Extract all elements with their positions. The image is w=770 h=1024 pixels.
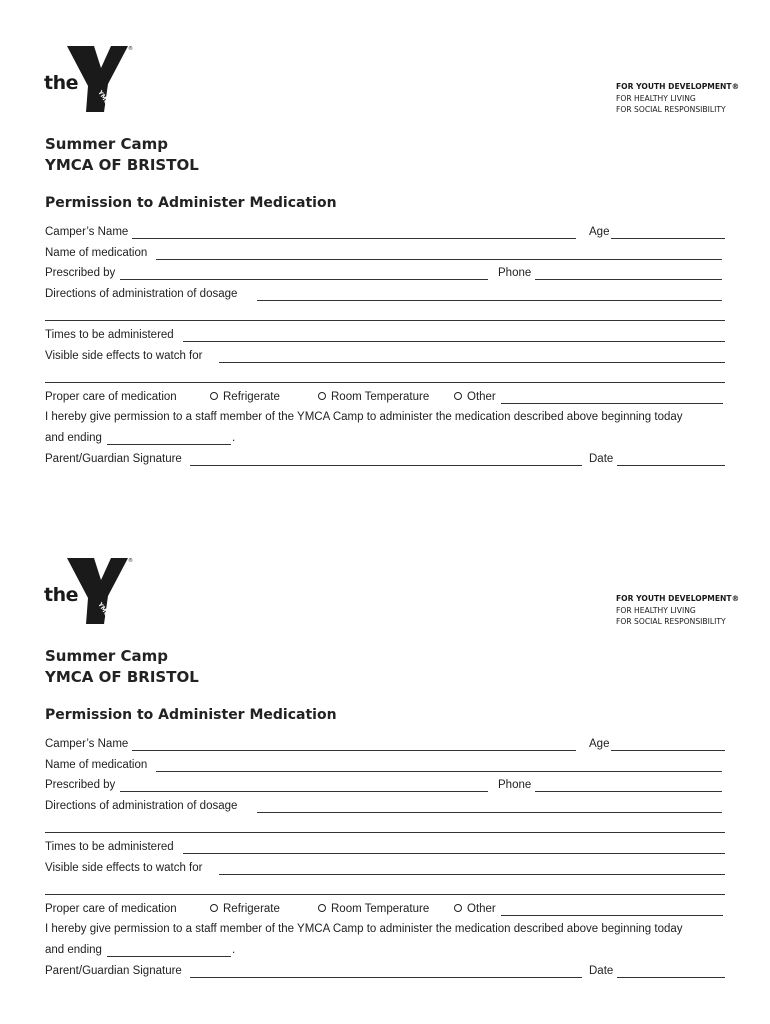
signature-field[interactable] <box>190 977 582 978</box>
date-label: Date <box>589 453 614 465</box>
row-medication-name <box>45 245 725 263</box>
side-effects-field[interactable] <box>219 874 725 875</box>
proper-care-label: Proper care of medication <box>45 903 177 915</box>
logo-wordmark: the <box>44 72 78 94</box>
ymca-y-icon <box>64 44 134 112</box>
tagline <box>616 81 739 116</box>
refrigerate-label: Refrigerate <box>223 903 280 915</box>
phone-label: Phone <box>498 779 532 791</box>
age-field[interactable] <box>611 238 725 239</box>
row-and-ending <box>45 942 725 960</box>
logo-vertical-text: YMCA <box>96 89 113 110</box>
form-title: Summer Camp <box>45 647 169 665</box>
row-side-effects-cont <box>45 368 725 386</box>
age-label: Age <box>589 226 610 238</box>
logo-wordmark: the <box>44 584 78 606</box>
other-label: Other <box>467 391 496 403</box>
row-directions <box>45 798 725 816</box>
row-medication-name <box>45 757 725 775</box>
and-ending-label: and ending <box>45 432 102 444</box>
medication-name-field[interactable] <box>156 771 722 772</box>
side-effects-label: Visible side effects to watch for <box>45 862 203 874</box>
row-prescribed-by <box>45 777 725 795</box>
permission-text: I hereby give permission to a staff member of the YMCA Camp to administer the medication described above beginning today <box>45 411 683 423</box>
side-effects-field-line-2[interactable] <box>45 894 725 895</box>
times-label: Times to be administered <box>45 329 174 341</box>
tagline-line-1: FOR YOUTH DEVELOPMENT® <box>616 82 740 91</box>
row-side-effects <box>45 348 725 366</box>
directions-label: Directions of administration of dosage <box>45 800 238 812</box>
room-temperature-radio[interactable] <box>318 392 326 400</box>
and-ending-label: and ending <box>45 944 102 956</box>
side-effects-field-line-2[interactable] <box>45 382 725 383</box>
proper-care-label: Proper care of medication <box>45 391 177 403</box>
tagline-line-3: FOR SOCIAL RESPONSIBILITY <box>616 105 726 114</box>
logo-registered: ® <box>128 558 133 564</box>
refrigerate-radio[interactable] <box>210 392 218 400</box>
form-heading: Permission to Administer Medication <box>45 195 337 211</box>
tagline-line-3: FOR SOCIAL RESPONSIBILITY <box>616 617 726 626</box>
other-field[interactable] <box>501 915 723 916</box>
age-label: Age <box>589 738 610 750</box>
row-side-effects <box>45 860 725 878</box>
row-prescribed-by <box>45 265 725 283</box>
times-field[interactable] <box>183 341 725 342</box>
tagline <box>616 593 739 628</box>
other-label: Other <box>467 903 496 915</box>
times-label: Times to be administered <box>45 841 174 853</box>
directions-field[interactable] <box>257 300 722 301</box>
directions-field[interactable] <box>257 812 722 813</box>
prescribed-by-field[interactable] <box>120 791 488 792</box>
signature-label: Parent/Guardian Signature <box>45 453 182 465</box>
room-temperature-label: Room Temperature <box>331 903 430 915</box>
room-temperature-label: Room Temperature <box>331 391 430 403</box>
date-field[interactable] <box>617 465 725 466</box>
row-campers-name <box>45 224 725 242</box>
medication-form-2 <box>0 512 770 1024</box>
medication-name-label: Name of medication <box>45 247 148 259</box>
date-field[interactable] <box>617 977 725 978</box>
ymca-y-icon <box>64 556 134 624</box>
times-field[interactable] <box>183 853 725 854</box>
period-text: . <box>232 432 236 444</box>
other-field[interactable] <box>501 403 723 404</box>
prescribed-by-label: Prescribed by <box>45 779 116 791</box>
phone-field[interactable] <box>535 791 722 792</box>
refrigerate-radio[interactable] <box>210 904 218 912</box>
logo-registered: ® <box>128 46 133 52</box>
other-radio[interactable] <box>454 904 462 912</box>
date-label: Date <box>589 965 614 977</box>
directions-field-line-2[interactable] <box>45 320 725 321</box>
period-text: . <box>232 944 236 956</box>
org-name: YMCA OF BRISTOL <box>45 156 199 174</box>
org-name: YMCA OF BRISTOL <box>45 668 199 686</box>
signature-label: Parent/Guardian Signature <box>45 965 182 977</box>
campers-name-field[interactable] <box>132 238 576 239</box>
row-directions-cont <box>45 306 725 324</box>
row-signature <box>45 963 725 981</box>
row-signature <box>45 451 725 469</box>
campers-name-label: Camper’s Name <box>45 226 129 238</box>
tagline-line-2: FOR HEALTHY LIVING <box>616 93 696 103</box>
side-effects-field[interactable] <box>219 362 725 363</box>
refrigerate-label: Refrigerate <box>223 391 280 403</box>
medication-name-field[interactable] <box>156 259 722 260</box>
prescribed-by-field[interactable] <box>120 279 488 280</box>
signature-field[interactable] <box>190 465 582 466</box>
end-date-field[interactable] <box>107 956 231 957</box>
ymca-logo <box>44 44 144 114</box>
prescribed-by-label: Prescribed by <box>45 267 116 279</box>
tagline-line-2: FOR HEALTHY LIVING <box>616 605 696 615</box>
other-radio[interactable] <box>454 392 462 400</box>
phone-field[interactable] <box>535 279 722 280</box>
tagline-line-1: FOR YOUTH DEVELOPMENT® <box>616 594 740 603</box>
directions-label: Directions of administration of dosage <box>45 288 238 300</box>
form-heading: Permission to Administer Medication <box>45 707 337 723</box>
campers-name-field[interactable] <box>132 750 576 751</box>
row-directions <box>45 286 725 304</box>
row-times <box>45 839 725 857</box>
row-directions-cont <box>45 818 725 836</box>
row-proper-care <box>45 389 725 407</box>
form-title: Summer Camp <box>45 135 169 153</box>
phone-label: Phone <box>498 267 532 279</box>
campers-name-label: Camper’s Name <box>45 738 129 750</box>
age-field[interactable] <box>611 750 725 751</box>
end-date-field[interactable] <box>107 444 231 445</box>
row-times <box>45 327 725 345</box>
medication-name-label: Name of medication <box>45 759 148 771</box>
room-temperature-radio[interactable] <box>318 904 326 912</box>
directions-field-line-2[interactable] <box>45 832 725 833</box>
row-campers-name <box>45 736 725 754</box>
side-effects-label: Visible side effects to watch for <box>45 350 203 362</box>
row-proper-care <box>45 901 725 919</box>
logo-vertical-text: YMCA <box>96 601 113 622</box>
ymca-logo <box>44 556 144 626</box>
row-and-ending <box>45 430 725 448</box>
row-side-effects-cont <box>45 880 725 898</box>
permission-text: I hereby give permission to a staff member of the YMCA Camp to administer the medication described above beginning today <box>45 923 683 935</box>
